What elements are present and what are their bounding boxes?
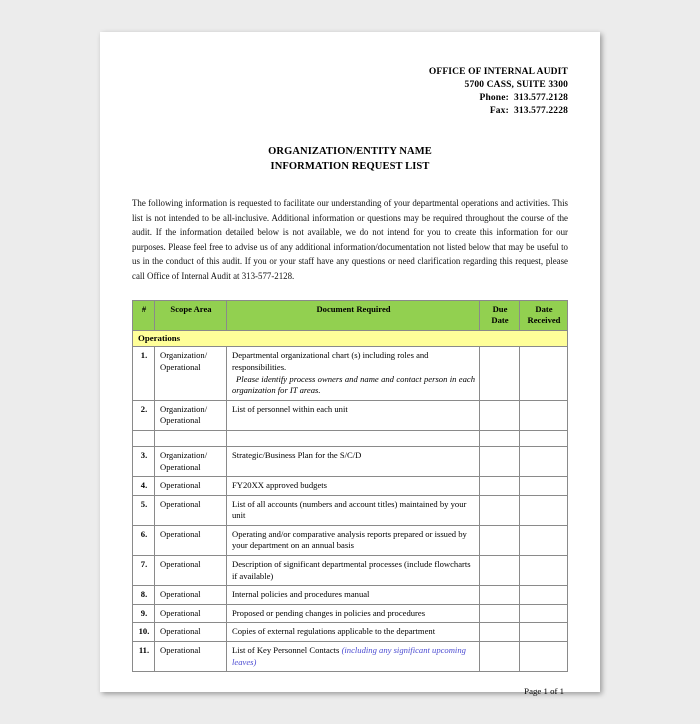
row-document-required <box>227 347 480 400</box>
row-date-received[interactable] <box>520 477 568 496</box>
row-date-received[interactable] <box>520 604 568 623</box>
title-request-list: INFORMATION REQUEST LIST <box>270 161 430 172</box>
row-number: 4. <box>133 477 155 496</box>
information-request-table <box>132 300 568 673</box>
column-header-due-date: Due Date <box>480 300 520 330</box>
row-date-received[interactable] <box>520 495 568 525</box>
row-scope-area: Operational <box>155 586 227 605</box>
document-note-italic: Please identify process owners and name and contact person in each organization for IT areas. <box>232 373 475 396</box>
row-number: 5. <box>133 495 155 525</box>
table-row <box>133 495 568 525</box>
row-document-required <box>227 642 480 672</box>
row-date-received[interactable] <box>520 586 568 605</box>
spacer-cell <box>520 430 568 446</box>
row-number: 2. <box>133 400 155 430</box>
row-due-date[interactable] <box>480 525 520 555</box>
table-row <box>133 556 568 586</box>
table-row <box>133 525 568 555</box>
letterhead <box>132 66 568 118</box>
document-note-highlight: (including any significant upcoming leaves) <box>232 645 466 667</box>
row-scope-area: Operational <box>155 495 227 525</box>
spacer-cell <box>227 430 480 446</box>
row-scope-area: Operational <box>155 623 227 642</box>
spacer-cell <box>155 430 227 446</box>
row-due-date[interactable] <box>480 642 520 672</box>
row-due-date[interactable] <box>480 556 520 586</box>
table-header-row <box>133 300 568 330</box>
row-document-required: FY20XX approved budgets <box>227 477 480 496</box>
row-number: 9. <box>133 604 155 623</box>
row-document-required: List of personnel within each unit <box>227 400 480 430</box>
title-organization: ORGANIZATION/ENTITY NAME <box>268 146 432 157</box>
table-row <box>133 586 568 605</box>
row-due-date[interactable] <box>480 586 520 605</box>
letterhead-phone: Phone: 313.577.2128 <box>479 93 568 103</box>
row-number: 7. <box>133 556 155 586</box>
row-scope-area: Organization/ Operational <box>155 446 227 476</box>
row-due-date[interactable] <box>480 623 520 642</box>
table-row <box>133 446 568 476</box>
row-document-required: Copies of external regulations applicable to the department <box>227 623 480 642</box>
row-date-received[interactable] <box>520 525 568 555</box>
column-header-scope-area: Scope Area <box>155 300 227 330</box>
row-scope-area: Operational <box>155 525 227 555</box>
page-footer: Page 1 of 1 <box>524 686 564 697</box>
spacer-cell <box>133 430 155 446</box>
row-due-date[interactable] <box>480 604 520 623</box>
row-number: 3. <box>133 446 155 476</box>
row-due-date[interactable] <box>480 477 520 496</box>
row-due-date[interactable] <box>480 400 520 430</box>
row-date-received[interactable] <box>520 446 568 476</box>
row-number: 6. <box>133 525 155 555</box>
column-header-document-required: Document Required <box>227 300 480 330</box>
document-text: Departmental organizational chart (s) including roles and responsibilities. <box>232 350 429 372</box>
row-date-received[interactable] <box>520 623 568 642</box>
table-row <box>133 347 568 400</box>
row-document-required: Strategic/Business Plan for the S/C/D <box>227 446 480 476</box>
row-due-date[interactable] <box>480 347 520 400</box>
row-number: 1. <box>133 347 155 400</box>
document-page <box>100 32 600 697</box>
row-due-date[interactable] <box>480 446 520 476</box>
row-date-received[interactable] <box>520 347 568 400</box>
table-row <box>133 477 568 496</box>
column-header-date-received: Date Received <box>520 300 568 330</box>
row-date-received[interactable] <box>520 642 568 672</box>
document-text: List of Key Personnel Contacts <box>232 645 342 656</box>
table-spacer-row <box>133 430 568 446</box>
row-document-required: List of all accounts (numbers and account titles) maintained by your unit <box>227 495 480 525</box>
row-scope-area: Operational <box>155 642 227 672</box>
column-header-number: # <box>133 300 155 330</box>
table-row <box>133 604 568 623</box>
row-scope-area: Organization/ Operational <box>155 400 227 430</box>
table-row <box>133 623 568 642</box>
row-scope-area: Operational <box>155 604 227 623</box>
letterhead-office: OFFICE OF INTERNAL AUDIT <box>428 67 568 77</box>
letterhead-fax: Fax: 313.577.2228 <box>489 106 568 116</box>
row-number: 8. <box>133 586 155 605</box>
table-row <box>133 400 568 430</box>
document-title <box>132 144 568 174</box>
table-row <box>133 642 568 672</box>
row-document-required: Internal policies and procedures manual <box>227 586 480 605</box>
intro-paragraph: The following information is requested to facilitate our understanding of your departmental operations and activities. This list is not intended to be all-inclusive. Additional information or questions may be required throughout the course of the audit. If the information detailed below is not available, we do not intend for you to create this information for our purposes. Please feel free to advise us of any additional information/documentation not listed below that may be useful to us in the conduct of this audit. If you or your staff have any questions or need clarification regarding this request, please call Office of Internal Audit at 313-577-2128. <box>132 198 568 281</box>
row-document-required: Description of significant departmental processes (include flowcharts if available) <box>227 556 480 586</box>
row-number: 10. <box>133 623 155 642</box>
row-number: 11. <box>133 642 155 672</box>
letterhead-address: 5700 CASS, SUITE 3300 <box>464 80 568 90</box>
row-document-required: Proposed or pending changes in policies and procedures <box>227 604 480 623</box>
row-scope-area: Operational <box>155 477 227 496</box>
row-due-date[interactable] <box>480 495 520 525</box>
row-scope-area: Operational <box>155 556 227 586</box>
row-scope-area: Organization/ Operational <box>155 347 227 400</box>
section-row-operations <box>133 330 568 347</box>
spacer-cell <box>480 430 520 446</box>
table-body <box>133 330 568 671</box>
row-date-received[interactable] <box>520 400 568 430</box>
row-document-required: Operating and/or comparative analysis reports prepared or issued by your department on an annual basis <box>227 525 480 555</box>
section-label: Operations <box>133 330 568 347</box>
row-date-received[interactable] <box>520 556 568 586</box>
